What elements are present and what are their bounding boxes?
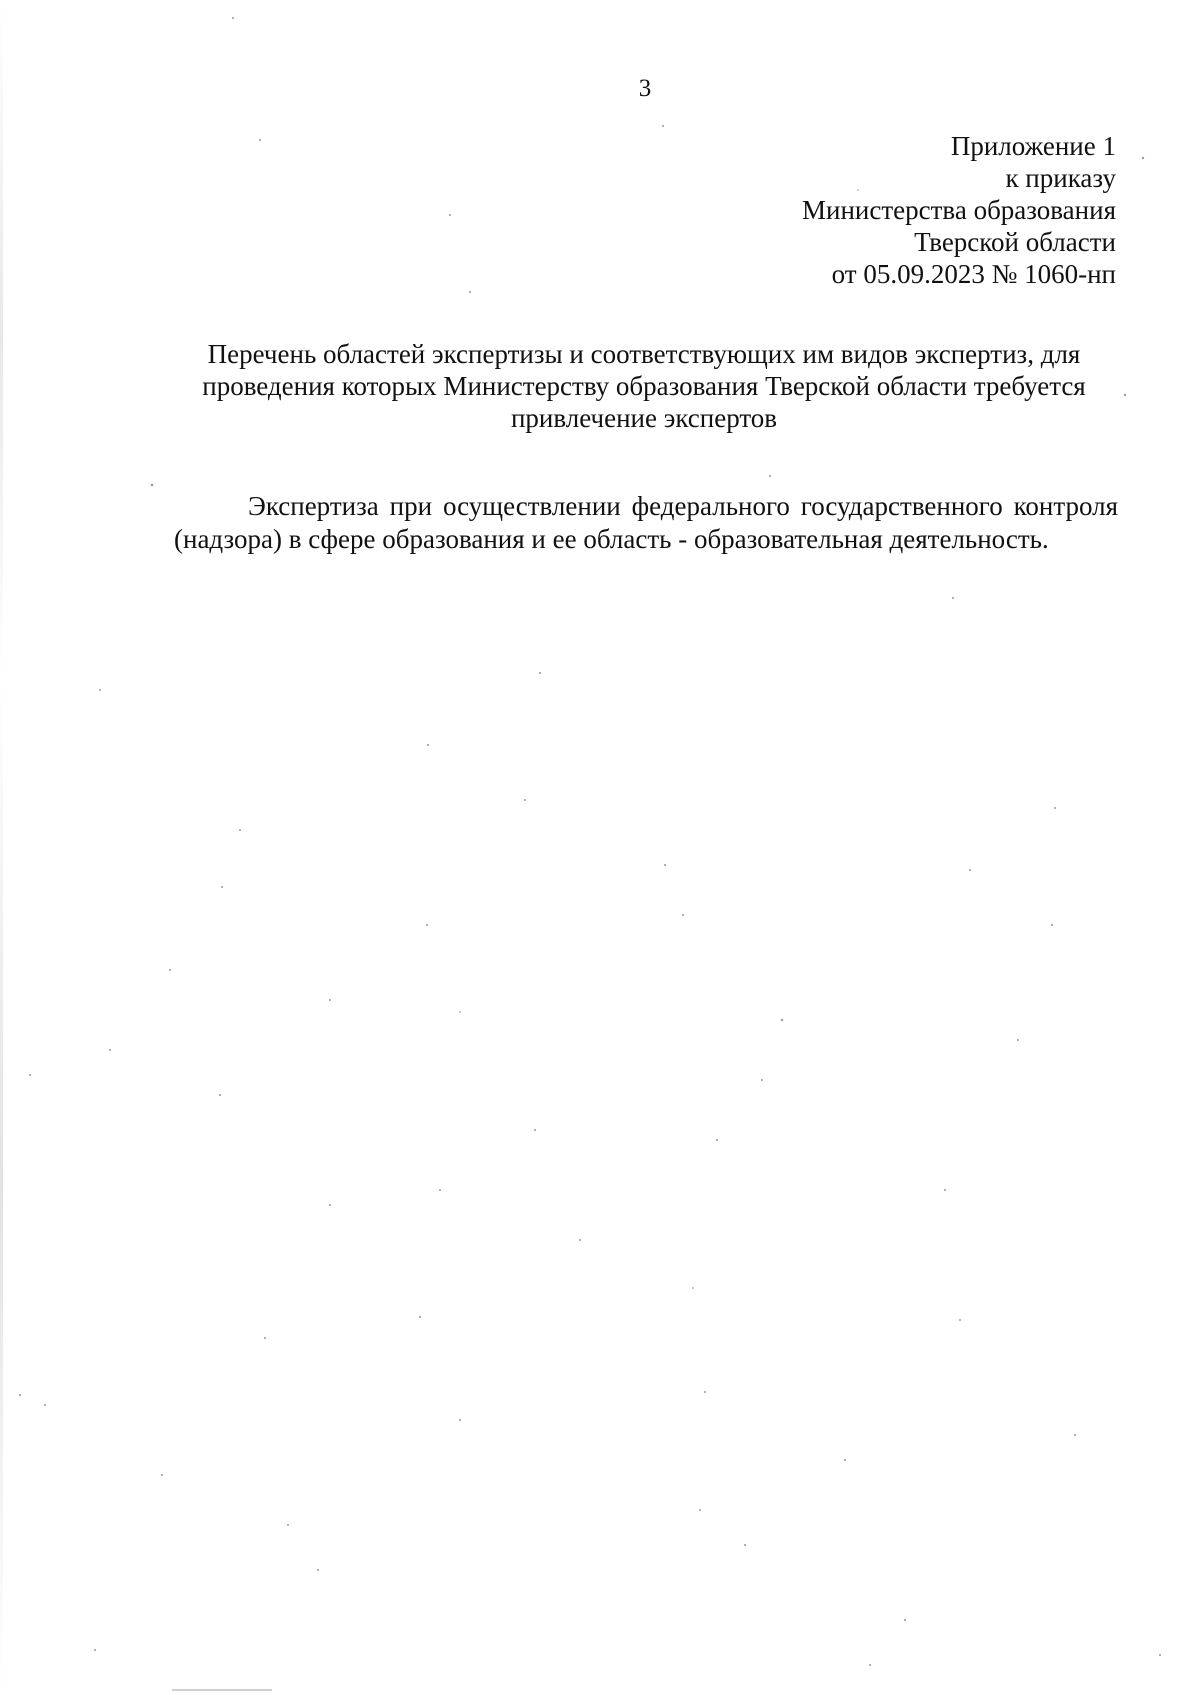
appendix-line-3: Министерства образования <box>802 195 1116 225</box>
body-paragraph: Экспертиза при осуществлении федерального государственного контроля (надзора) в сфере образования и ее область - образовательная деятельность. <box>174 491 1118 554</box>
appendix-line-4: Тверской области <box>914 227 1116 257</box>
document-title: Перечень областей экспертизы и соответствующих им видов экспертиз, для проведения которых Министерству образования Тверской области требуется привлечение экспертов <box>202 339 1086 433</box>
appendix-line-5: от 05.09.2023 № 1060-нп <box>831 259 1116 289</box>
scan-edge <box>0 0 3 1695</box>
appendix-line-1: Приложение 1 <box>950 131 1116 161</box>
page-number: 3 <box>638 75 652 102</box>
appendix-line-2: к приказу <box>1005 163 1116 193</box>
appendix-block <box>802 130 1116 290</box>
